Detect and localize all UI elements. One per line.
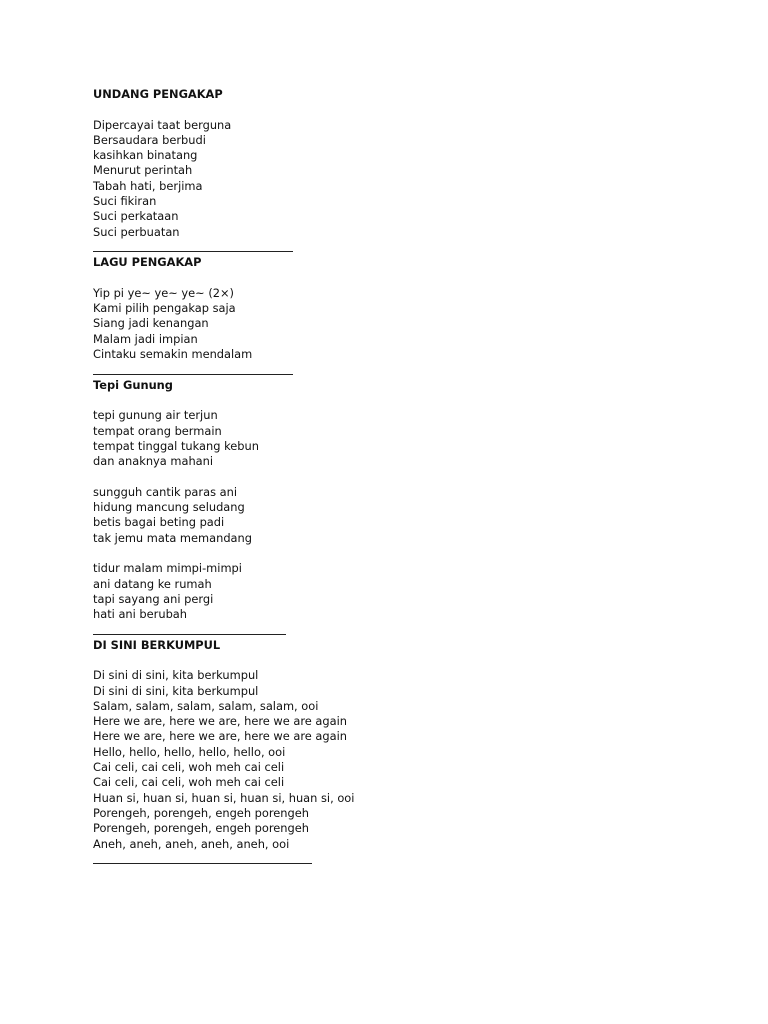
document-page [93, 87, 733, 867]
section-title: LAGU PENGAKAP [93, 255, 202, 270]
lyric-line: Cintaku semakin mendalam [93, 347, 253, 362]
blank-line [93, 469, 733, 484]
section-title: UNDANG PENGAKAP [93, 87, 223, 101]
lyric-line: hati ani berubah [93, 607, 188, 622]
lyric-line: Huan si, huan si, huan si, huan si, huan si, ooi [93, 790, 355, 805]
lyric-line: Malam jadi impian [93, 331, 198, 346]
lyric-line: Here we are, here we are, here we are again [93, 714, 347, 729]
lyric-line: Tabah hati, berjima [93, 178, 203, 193]
blank-line [93, 393, 733, 408]
lyric-line: betis bagai beting padi [93, 515, 225, 530]
lyric-line: Di sini di sini, kita berkumpul [93, 683, 259, 698]
lyric-line: Dipercayai taat berguna [93, 117, 232, 132]
lyric-line: dan anaknya mahani [93, 454, 214, 469]
section-divider [93, 852, 733, 867]
lyric-line: Aneh, aneh, aneh, aneh, aneh, ooi [93, 836, 290, 851]
lyric-line: tak jemu mata memandang [93, 530, 252, 545]
lyric-line: Bersaudara berbudi [93, 132, 206, 147]
blank-line [93, 653, 733, 668]
lyric-line: Suci perbuatan [93, 224, 180, 239]
lyric-line: Cai celi, cai celi, woh meh cai celi [93, 760, 285, 775]
lyric-line: hidung mancung seludang [93, 500, 245, 515]
lyric-line: tempat tinggal tukang kebun [93, 438, 259, 453]
lyric-line: Yip pi ye~ ye~ ye~ (2×) [93, 285, 235, 300]
lyric-line: Siang jadi kenangan [93, 316, 209, 331]
section-divider [93, 362, 733, 377]
lyric-line: Cai celi, cai celi, woh meh cai celi [93, 775, 285, 790]
lyric-line: kasihkan binatang [93, 148, 198, 163]
lyric-line: Di sini di sini, kita berkumpul [93, 668, 259, 683]
lyric-line: Porengeh, porengeh, engeh porengeh [93, 805, 309, 820]
lyric-line: Porengeh, porengeh, engeh porengeh [93, 821, 309, 836]
lyric-line: sungguh cantik paras ani [93, 484, 237, 499]
blank-line [93, 102, 733, 117]
section-title: DI SINI BERKUMPUL [93, 637, 221, 652]
lyric-line: Here we are, here we are, here we are again [93, 729, 347, 744]
lyric-line: tapi sayang ani pergi [93, 591, 214, 606]
lyric-line: tempat orang bermain [93, 423, 222, 438]
section-title: Tepi Gunung [93, 377, 173, 392]
lyric-line: Suci fikiran [93, 194, 157, 209]
lyric-line: Suci perkataan [93, 209, 179, 224]
lyric-line: Kami pilih pengakap saja [93, 301, 236, 316]
lyric-line: ani datang ke rumah [93, 576, 212, 591]
blank-line [93, 546, 733, 561]
lyric-line: Hello, hello, hello, hello, hello, ooi [93, 744, 286, 759]
lyric-line: tidur malam mimpi-mimpi [93, 561, 242, 576]
section-divider [93, 240, 733, 255]
section-divider [93, 622, 733, 637]
lyric-line: Salam, salam, salam, salam, salam, ooi [93, 698, 319, 713]
blank-line [93, 271, 733, 286]
lyric-line: Menurut perintah [93, 163, 193, 178]
lyric-line: tepi gunung air terjun [93, 408, 218, 423]
